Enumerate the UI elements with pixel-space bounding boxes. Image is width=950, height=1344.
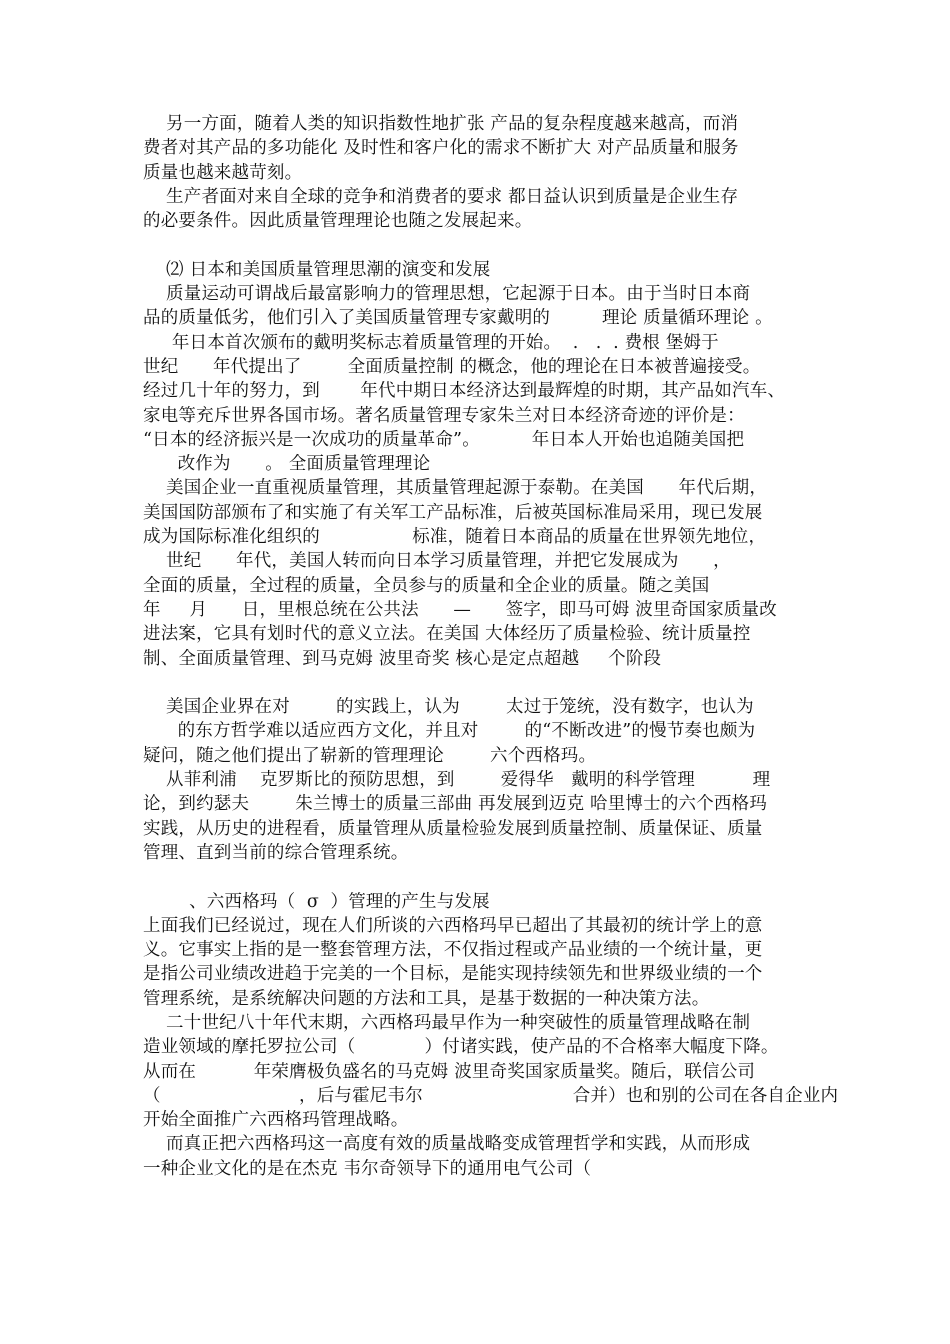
text-line: 开始全面推广六西格玛管理战略。 bbox=[143, 1110, 409, 1131]
text-line: 一种企业文化的是在杰克 韦尔奇领导下的通用电气公司（ bbox=[143, 1158, 592, 1179]
blank-line bbox=[143, 865, 813, 889]
text-line: 费者对其产品的多功能化 及时性和客户化的需求不断扩大 对产品质量和服务 bbox=[143, 138, 739, 159]
text-line: 改作为 。 全面质量管理理论 bbox=[143, 454, 431, 475]
text-line: 世纪 年代提出了 全面质量控制 的概念，他的理论在日本被普遍接受。 bbox=[143, 356, 761, 377]
text-line: 论，到约瑟夫 朱兰博士的质量三部曲 再发展到迈克 哈里博士的六个西格玛 bbox=[143, 794, 768, 815]
text-line: 管理、直到当前的综合管理系统。 bbox=[143, 842, 409, 863]
document-page bbox=[143, 112, 839, 1181]
text-line: 品的质量低劣，他们引入了美国质量管理专家戴明的 理论 质量循环理论 。 bbox=[143, 308, 773, 329]
text-line: 实践，从历史的进程看，质量管理从质量检验发展到质量控制、质量保证、质量 bbox=[143, 818, 763, 839]
text-line: 家电等充斥世界各国市场。著名质量管理专家朱兰对日本经济奇迹的评价是： bbox=[143, 405, 745, 426]
section-heading-japan-us: ⑵ 日本和美国质量管理思潮的演变和发展 bbox=[143, 259, 491, 280]
paragraph-block-2 bbox=[143, 282, 813, 671]
text-line: 美国国防部颁布了和实施了有关军工产品标准，后被英国标准局采用，现已发展 bbox=[143, 502, 763, 523]
blank-line bbox=[143, 233, 813, 257]
text-line: 世纪 年代，美国人转而向日本学习质量管理，并把它发展成为 ， bbox=[143, 551, 731, 572]
paragraph-block-4 bbox=[143, 914, 839, 1181]
text-line: 年日本首次颁布的戴明奖标志着质量管理的开始。 . . . 费根 堡姆于 bbox=[143, 332, 719, 353]
text-line: 另一方面，随着人类的知识指数性地扩张 产品的复杂程度越来越高，而消 bbox=[143, 114, 739, 134]
text-line: 美国企业界在对 的实践上，认为 太过于笼统，没有数字，也认为 bbox=[143, 697, 754, 718]
text-line: 是指公司业绩改进趋于完美的一个目标，是能实现持续领先和世界级业绩的一个 bbox=[143, 964, 763, 985]
text-line: 的东方哲学难以适应西方文化，并且对 的“不断改进”的慢节奏也颇为 bbox=[143, 721, 756, 742]
text-line: 全面的质量，全过程的质量，全员参与的质量和全企业的质量。随之美国 bbox=[143, 575, 710, 596]
text-line: 上面我们已经说过，现在人们所谈的六西格玛早已超出了其最初的统计学上的意 bbox=[143, 915, 763, 936]
text-line: 而真正把六西格玛这一高度有效的质量战略变成管理哲学和实践，从而形成 bbox=[143, 1134, 751, 1155]
text-line: 疑问，随之他们提出了崭新的管理理论 六个西格玛。 bbox=[143, 745, 597, 766]
section-heading-six-sigma: 、六西格玛（ σ ）管理的产生与发展 bbox=[143, 891, 490, 912]
paragraph-block-1 bbox=[143, 112, 813, 233]
text-line: 生产者面对来自全球的竞争和消费者的要求 都日益认识到质量是企业生存 bbox=[143, 186, 739, 207]
text-line: 成为国际标准化组织的 标准，随着日本商品的质量在世界领先地位， bbox=[143, 527, 767, 548]
text-line: 美国企业一直重视质量管理，其质量管理起源于泰勒。在美国 年代后期， bbox=[143, 478, 768, 499]
text-line: 造业领域的摩托罗拉公司（ ）付诸实践，使产品的不合格率大幅度下降。 bbox=[143, 1037, 779, 1058]
text-line: 年 月 日，里根总统在公共法 — 签字，即马可姆 波里奇国家质量改 bbox=[143, 599, 777, 620]
text-line: 进法案，它具有划时代的意义立法。在美国 大体经历了质量检验、统计质量控 bbox=[143, 624, 751, 645]
text-line: 二十世纪八十年代末期，六西格玛最早作为一种突破性的质量管理战略在制 bbox=[143, 1012, 751, 1033]
blank-line bbox=[143, 671, 813, 695]
text-line: 管理系统，是系统解决问题的方法和工具，是基于数据的一种决策方法。 bbox=[143, 988, 710, 1009]
text-line: 的必要条件。因此质量管理理论也随之发展起来。 bbox=[143, 211, 533, 232]
text-line: 制、全面质量管理、到马克姆 波里奇奖 核心是定点超越 个阶段 bbox=[143, 648, 662, 669]
text-line: 经过几十年的努力，到 年代中期日本经济达到最辉煌的时期，其产品如汽车、 bbox=[143, 381, 786, 402]
paragraph-block-3 bbox=[143, 695, 813, 865]
text-line: （ ，后与霍尼韦尔 合并）也和别的公司在各自企业内 bbox=[143, 1085, 839, 1106]
text-line: 质量也越来越苛刻。 bbox=[143, 162, 303, 183]
text-line: 质量运动可谓战后最富影响力的管理思想，它起源于日本。由于当时日本商 bbox=[143, 284, 751, 305]
text-line: 义。它事实上指的是一整套管理方法，不仅指过程或产品业绩的一个统计量，更 bbox=[143, 940, 763, 961]
text-line: “日本的经济振兴是一次成功的质量革命”。 年日本人开始也追随美国把 bbox=[143, 429, 745, 450]
text-line: 从而在 年荣膺极负盛名的马克姆 波里奇奖国家质量奖。随后，联信公司 bbox=[143, 1061, 756, 1082]
text-line: 从菲利浦 克罗斯比的预防思想，到 爱得华 戴明的科学管理 理 bbox=[143, 770, 771, 791]
